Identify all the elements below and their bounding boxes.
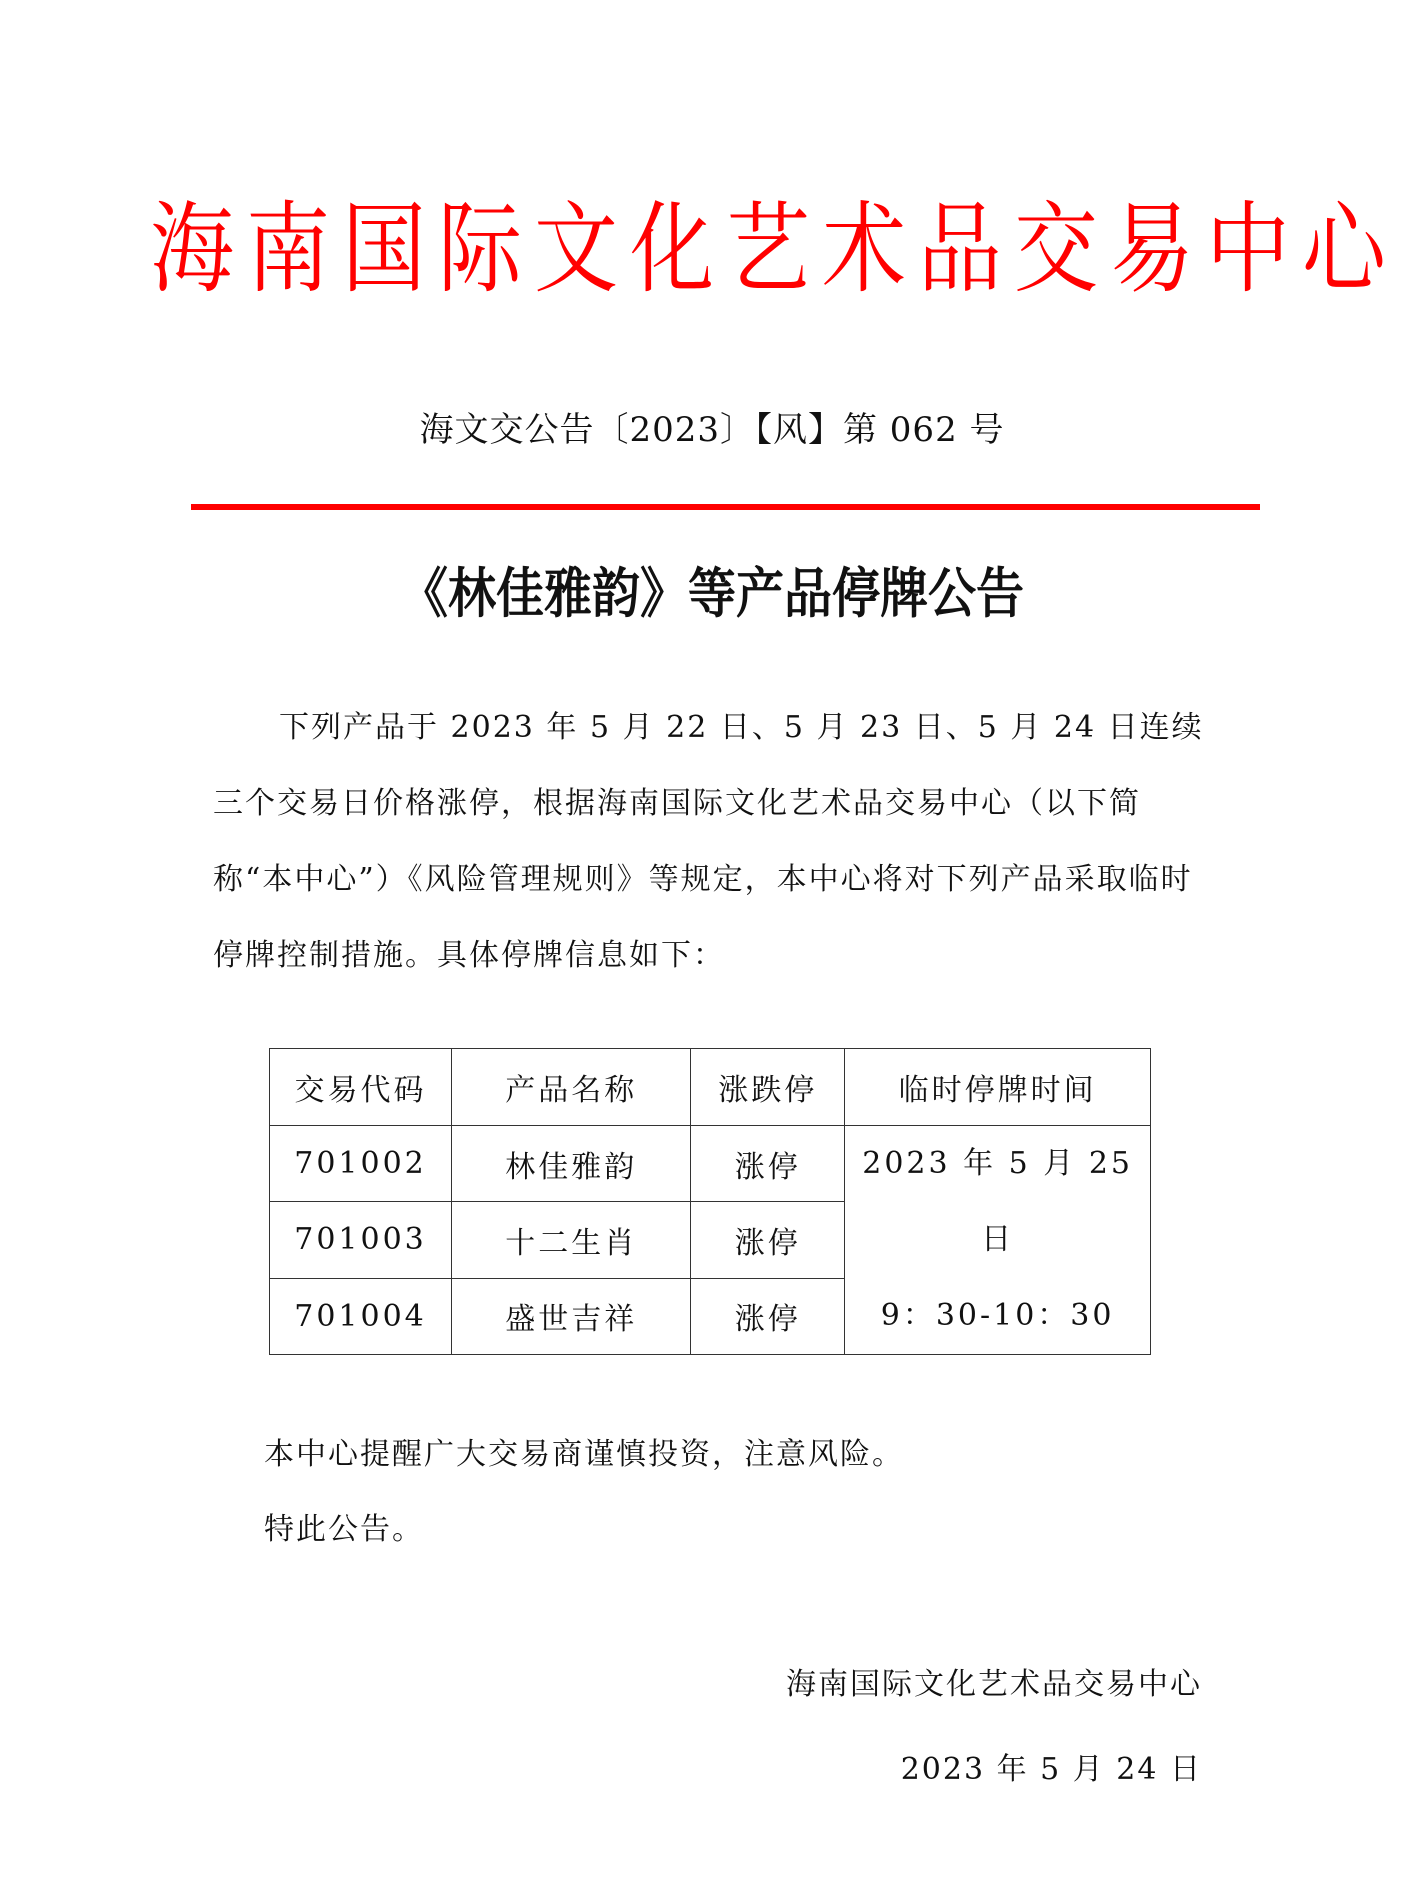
limit-status: 涨停 [691, 1202, 845, 1278]
notice-statement: 特此公告。 [264, 1512, 424, 1547]
product-name: 盛世吉祥 [452, 1278, 691, 1354]
table-header-row [270, 1049, 1151, 1126]
limit-status: 涨停 [691, 1278, 845, 1354]
suspension-table [269, 1048, 1151, 1355]
announcement-headline: 《林佳雅韵》等产品停牌公告 [399, 562, 1024, 626]
table-row [270, 1126, 1151, 1202]
trade-code: 701003 [270, 1202, 452, 1278]
trade-code: 701002 [270, 1126, 452, 1202]
organization-title: 海南国际文化艺术品交易中心 [150, 191, 1399, 307]
product-name: 十二生肖 [452, 1202, 691, 1278]
product-name: 林佳雅韵 [452, 1126, 691, 1202]
risk-reminder: 本中心提醒广大交易商谨慎投资，注意风险。 [264, 1437, 904, 1472]
header-trade-code: 交易代码 [270, 1049, 452, 1126]
halt-time-range: 9：30-10：30 [880, 1298, 1115, 1333]
document-number: 海文交公告〔2023〕【风】第 062 号 [419, 410, 1005, 450]
trade-code: 701004 [270, 1278, 452, 1354]
header-product-name: 产品名称 [452, 1049, 691, 1126]
halt-time-date: 2023 年 5 月 25 日 [862, 1146, 1133, 1257]
header-halt-time: 临时停牌时间 [845, 1049, 1151, 1126]
halt-time-cell [845, 1126, 1151, 1355]
header-limit-status: 涨跌停 [691, 1049, 845, 1126]
body-paragraph: 下列产品于 2023 年 5 月 22 日、5 月 23 日、5 月 24 日连续三个交易日价格涨停，根据海南国际文化艺术品交易中心（以下简称“本中心”）《风险管理规则》等规定，本中心将对下列产品采取临时停牌控制措施。具体停牌信息如下： [213, 710, 1204, 973]
signature-date: 2023 年 5 月 24 日 [900, 1752, 1202, 1787]
red-divider [191, 504, 1260, 510]
limit-status: 涨停 [691, 1126, 845, 1202]
signature-organization: 海南国际文化艺术品交易中心 [786, 1667, 1202, 1702]
